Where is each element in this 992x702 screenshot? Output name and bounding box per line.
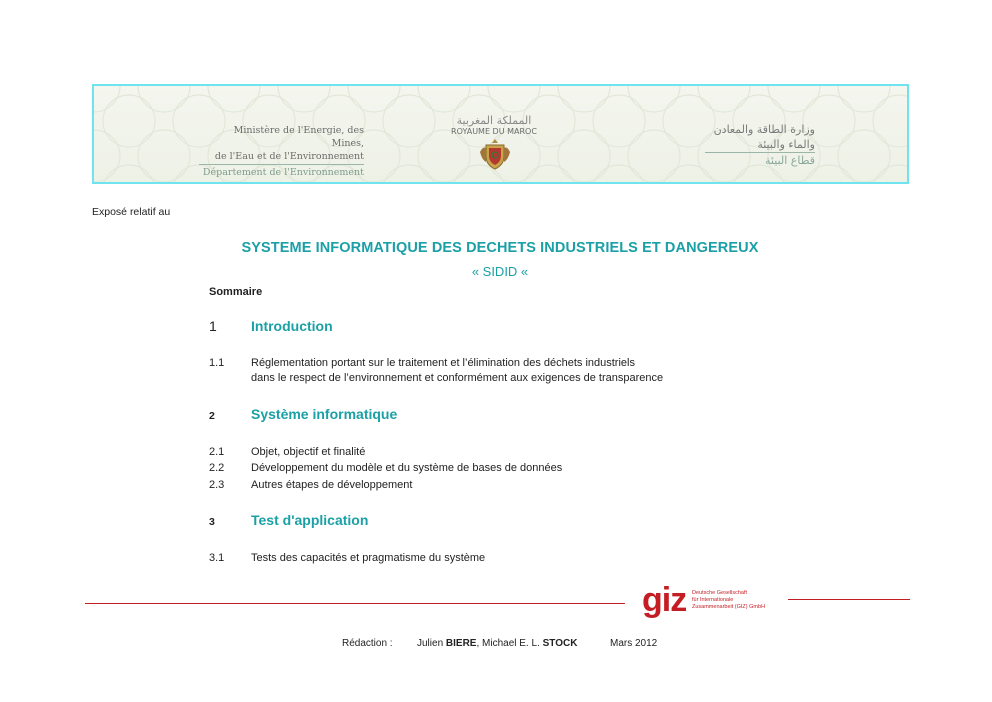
document-title: SYSTEME INFORMATIQUE DES DECHETS INDUSTRIELS ET DANGEREUX [241,240,759,256]
section-title: Test d'application [251,512,369,528]
section-title: Introduction [251,318,333,334]
giz-logo [642,581,766,619]
intro-label: Exposé relatif au [92,206,171,218]
section-number: 2 [209,410,215,422]
ministry-name-fr [199,124,364,179]
section-number: 3 [209,516,215,528]
item-text [251,356,663,386]
redaction-label: Rédaction : [342,638,393,649]
item-number: 1.1 [209,357,225,369]
kingdom-name [444,114,544,136]
section-heading-3 [209,512,368,528]
giz-org-line1: Deutsche Gesellschaft [692,590,748,596]
author2-last: STOCK [542,638,578,649]
document-subtitle: « SIDID « [471,264,529,279]
ministry-fr-divider [199,164,364,165]
department-ar: قطاع البيئة [765,154,815,167]
author1-first: Julien [417,638,446,649]
item-number: 2.1 [209,446,225,458]
item-text: Objet, objectif et finalité [251,446,366,458]
kingdom-name-ar: المملكة المغربية [456,114,532,127]
giz-org-name [692,590,792,611]
author1-last: BIERE [445,638,477,649]
summary-heading: Sommaire [209,286,263,298]
summary-item [209,356,663,386]
summary-item [209,461,562,476]
ministry-ar-line2: والماء والبيئة [757,138,815,151]
document-date: Mars 2012 [610,638,658,649]
section-heading-1 [209,318,333,334]
department-fr: Département de l'Environnement [202,167,364,178]
header-banner [92,84,909,184]
giz-org-line3: Zusammenarbeit (GIZ) GmbH [692,604,766,610]
kingdom-name-fr: ROYAUME DU MAROC [451,127,537,136]
item-text-line2: dans le respect de l’environnement et conformément aux exigences de transparence [251,372,664,384]
giz-wordmark: giz [642,581,687,619]
item-number: 2.2 [209,462,225,474]
ministry-fr-line1: Ministère de l'Energie, des Mines, [233,125,364,149]
giz-org-line2: für Internationale [692,597,734,603]
author2-first: , Michael E. L. [476,638,543,649]
summary-item [209,551,485,566]
ministry-name-ar [665,122,815,168]
authors [417,638,577,649]
item-number: 2.3 [209,479,225,491]
footer-rule-right [788,599,910,600]
item-text: Autres étapes de développement [251,479,413,491]
ministry-ar-line1: وزارة الطاقة والمعادن [713,123,815,136]
summary-item [209,478,412,493]
item-text-line1: Réglementation portant sur le traitement et l’élimination des déchets industriels [251,357,635,369]
section-title: Système informatique [251,406,398,422]
item-text: Tests des capacités et pragmatisme du système [251,552,486,564]
moroccan-coat-of-arms-icon [477,136,513,172]
summary-item [209,445,365,460]
item-text: Développement du modèle et du système de bases de données [251,462,563,474]
section-heading-2 [209,406,397,422]
item-number: 3.1 [209,552,225,564]
section-number: 1 [209,318,217,334]
footer-rule-left [85,603,625,604]
ministry-fr-line2: de l'Eau et de l'Environnement [214,151,364,162]
